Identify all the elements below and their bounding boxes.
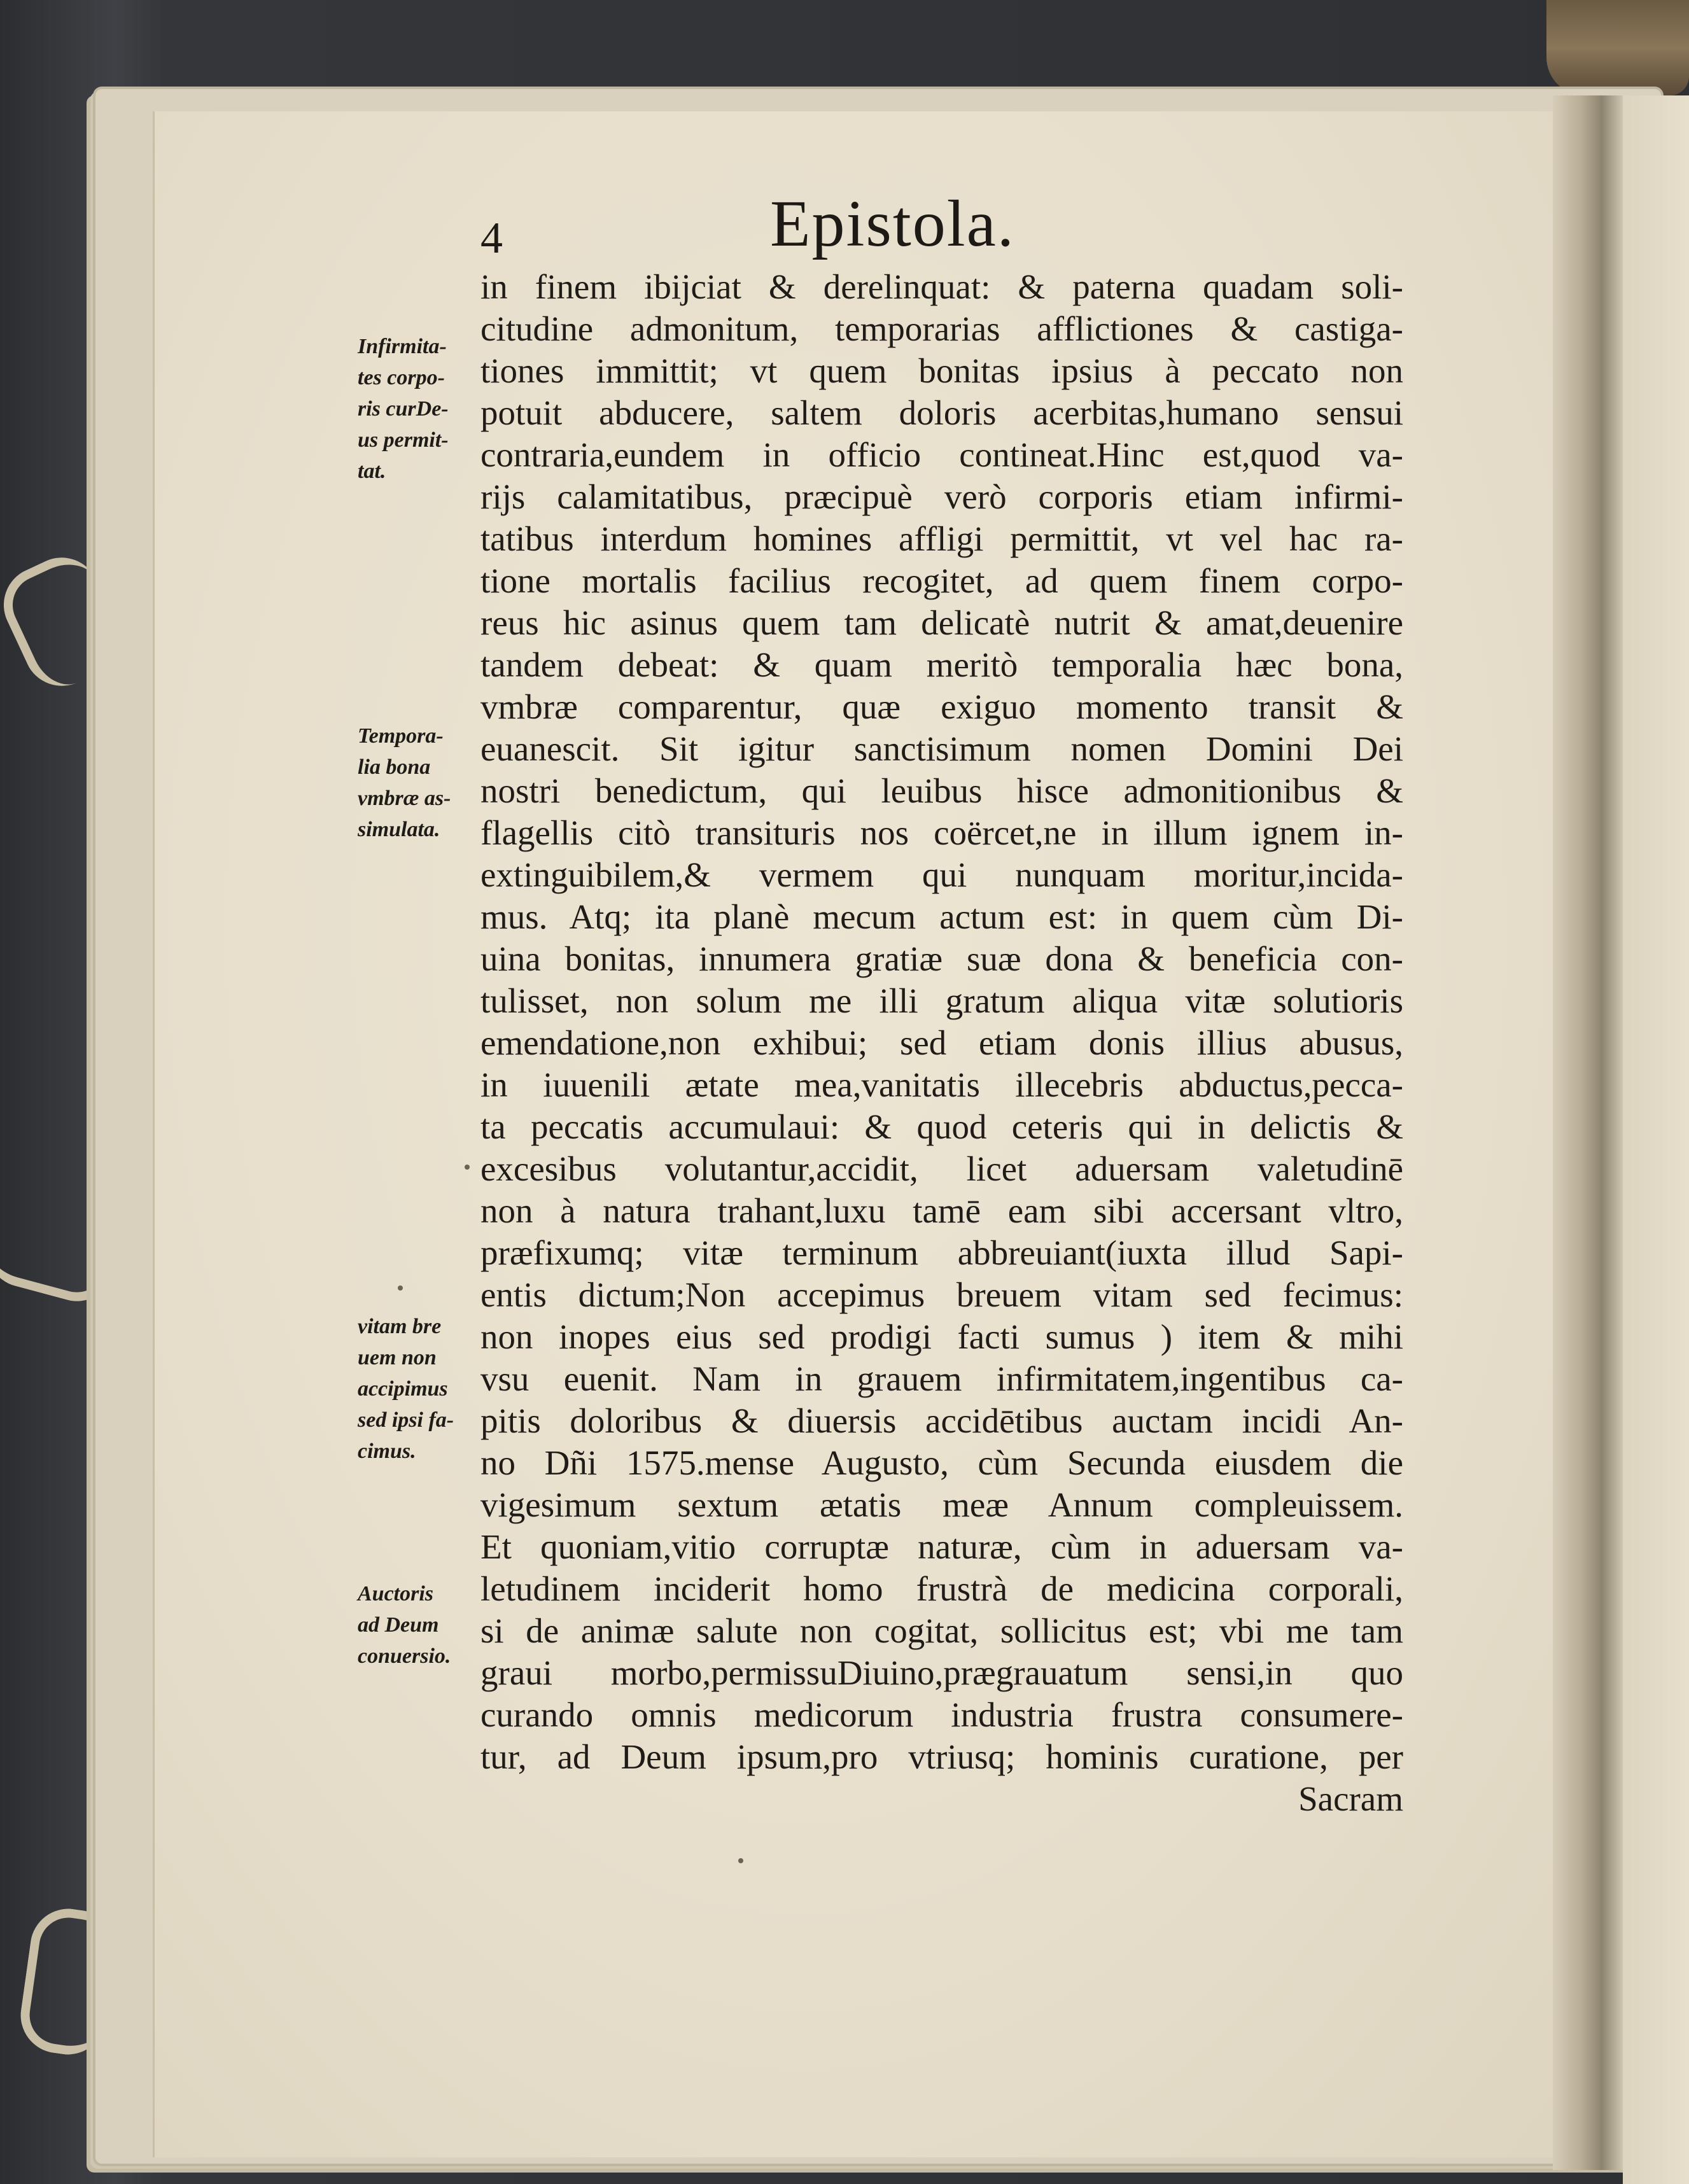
text-line: ta peccatis accumulaui: & quod ceteris qui in delictis &	[480, 1107, 1403, 1146]
text-line: curando omnis medicorum industria frustra consumere-	[480, 1695, 1403, 1734]
note-line: conuersio.	[358, 1644, 451, 1668]
text-line: pitis doloribus & diuersis accidētibus auctam incidi An-	[480, 1401, 1403, 1440]
note-line: vmbræ as-	[358, 787, 451, 810]
text-line: mus. Atq; ita planè mecum actum est: in quem cùm Di-	[480, 897, 1403, 936]
text-line: potuit abducere, saltem doloris acerbitas,humano sensui	[480, 393, 1403, 432]
note-line: us permit-	[358, 428, 449, 452]
text-line: euanescit. Sit igitur sanctisimum nomen Domini Dei	[480, 729, 1403, 768]
text-line: entis dictum;Non accepimus breuem vitam sed fecimus:	[480, 1275, 1403, 1314]
note-line: simulata.	[358, 818, 440, 841]
text-line: graui morbo,permissuDiuino,prægrauatum sensi,in quo	[480, 1653, 1403, 1692]
running-head: Epistola.	[770, 187, 1015, 260]
marginal-note	[358, 720, 479, 845]
text-line: uina bonitas, innumera gratiæ suæ dona & beneficia con-	[480, 939, 1403, 978]
body-text	[480, 266, 1403, 1820]
text-line: vmbræ comparentur, quæ exiguo momento transit &	[480, 687, 1403, 726]
note-line: cimus.	[358, 1439, 416, 1463]
note-line: tes corpo-	[358, 366, 445, 389]
text-line: reus hic asinus quem tam delicatè nutrit & amat,deuenire	[480, 603, 1403, 642]
text-line: rijs calamitatibus, præcipuè verò corporis etiam infirmi-	[480, 477, 1403, 516]
page-number: 4	[480, 214, 503, 263]
text-line: Et quoniam,vitio corruptæ naturæ, cùm in aduersam va-	[480, 1527, 1403, 1566]
note-line: sed ipsi fa-	[358, 1408, 454, 1432]
facing-page-edge	[1623, 95, 1689, 2184]
marginal-note	[358, 1311, 479, 1467]
book-gutter	[1553, 95, 1623, 2170]
text-line: flagellis citò transituris nos coërcet,ne in illum ignem in-	[480, 813, 1403, 852]
text-line: emendatione,non exhibui; sed etiam donis illius abusus,	[480, 1023, 1403, 1062]
text-line: citudine admonitum, temporarias afflictiones & castiga-	[480, 309, 1403, 348]
ink-speck	[465, 1165, 470, 1170]
catchword: Sacram	[1298, 1779, 1403, 1818]
note-line: ris curDe-	[358, 397, 449, 421]
ink-speck	[398, 1285, 403, 1291]
marginal-note	[358, 331, 479, 487]
text-line: in iuuenili ætate mea,vanitatis illecebris abductus,pecca-	[480, 1065, 1403, 1104]
text-line: vigesimum sextum ætatis meæ Annum compleuissem.	[480, 1485, 1403, 1524]
marginal-note	[358, 1578, 479, 1672]
text-line: tulisset, non solum me illi gratum aliqua vitæ solutioris	[480, 981, 1403, 1020]
note-line: Infirmita-	[358, 335, 447, 358]
text-line: tandem debeat: & quam meritò temporalia hæc bona,	[480, 645, 1403, 684]
book-clasp	[1546, 0, 1689, 95]
text-line: tatibus interdum homines affligi permittit, vt vel hac ra-	[480, 519, 1403, 558]
text-line: non inopes eius sed prodigi facti sumus ) item & mihi	[480, 1317, 1403, 1356]
ink-speck	[738, 1858, 743, 1863]
text-line: præfixumq; vitæ terminum abbreuiant(iuxta illud Sapi-	[480, 1233, 1403, 1272]
note-line: lia bona	[358, 755, 431, 779]
text-line: tiones immittit; vt quem bonitas ipsius à peccato non	[480, 351, 1403, 390]
text-line: vsu euenit. Nam in grauem infirmitatem,ingentibus ca-	[480, 1359, 1403, 1398]
note-line: ad Deum	[358, 1613, 439, 1637]
text-line: si de animæ salute non cogitat, sollicitus est; vbi me tam	[480, 1611, 1403, 1650]
note-line: uem non	[358, 1346, 437, 1369]
note-line: vitam bre	[358, 1315, 442, 1338]
text-line: letudinem inciderit homo frustrà de medicina corporali,	[480, 1569, 1403, 1608]
note-line: Tempora-	[358, 724, 444, 748]
text-line: tur, ad Deum ipsum,pro vtriusq; hominis curatione, per	[480, 1737, 1403, 1776]
text-line: non à natura trahant,luxu tamē eam sibi accersant vltro,	[480, 1191, 1403, 1230]
text-line: excesibus volutantur,accidit, licet aduersam valetudinē	[480, 1149, 1403, 1188]
text-line: no Dñi 1575.mense Augusto, cùm Secunda eiusdem die	[480, 1443, 1403, 1482]
text-line: tione mortalis facilius recogitet, ad quem finem corpo-	[480, 561, 1403, 600]
note-line: tat.	[358, 459, 386, 483]
note-line: Auctoris	[358, 1582, 434, 1606]
text-line: in finem ibijciat & derelinquat: & paterna quadam soli-	[480, 267, 1403, 306]
note-line: accipimus	[358, 1377, 448, 1401]
text-line: contraria,eundem in officio contineat.Hinc est,quod va-	[480, 435, 1403, 474]
text-line: extinguibilem,& vermem qui nunquam moritur,incida-	[480, 855, 1403, 894]
text-line: nostri benedictum, qui leuibus hisce admonitionibus &	[480, 771, 1403, 810]
